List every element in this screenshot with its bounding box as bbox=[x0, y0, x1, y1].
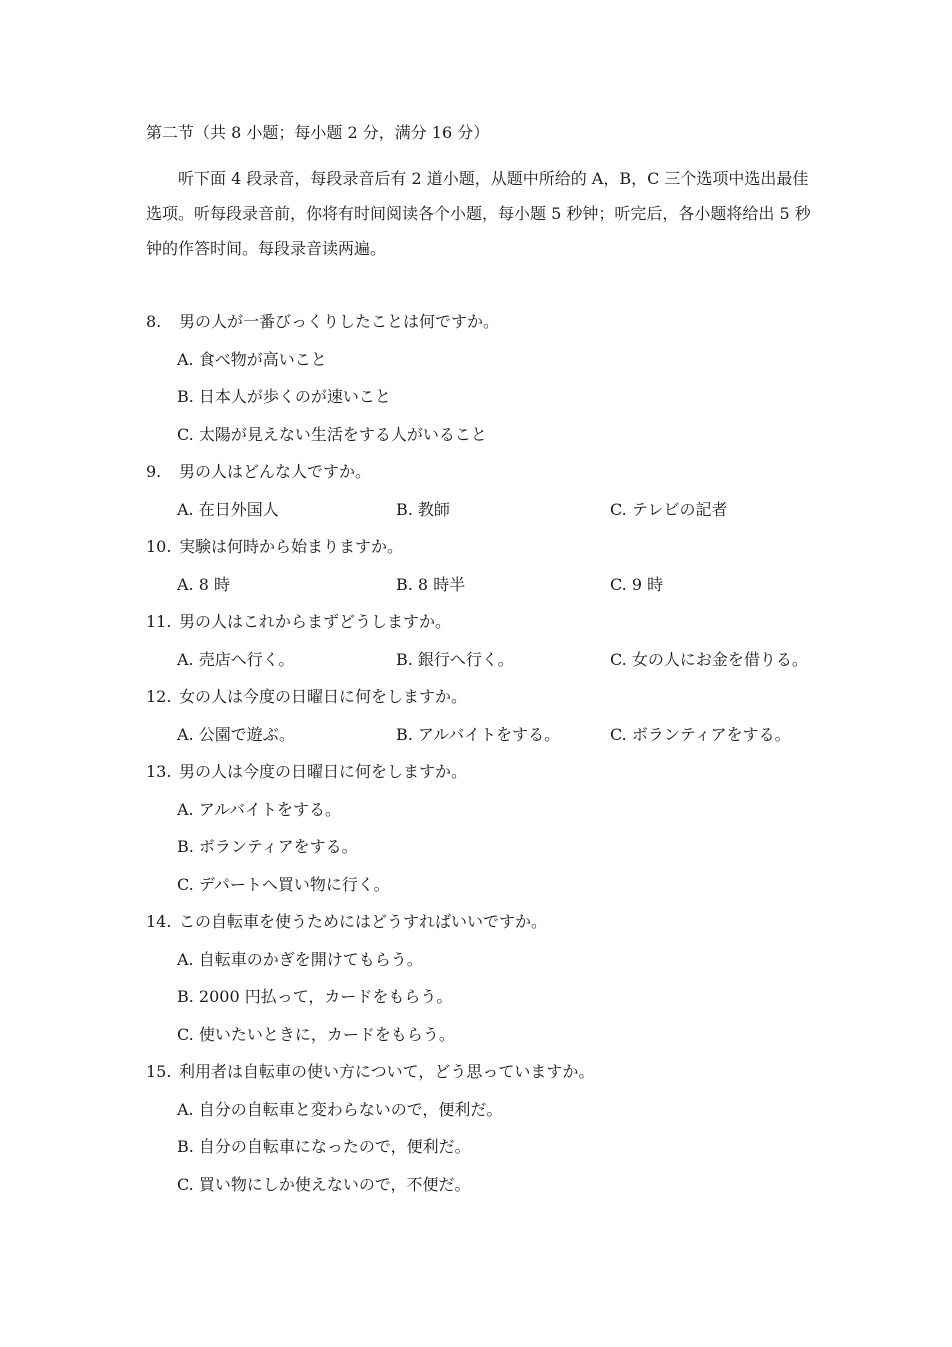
question-number: 13. bbox=[146, 762, 172, 781]
option-b: B. 2000 円払って，カードをもらう。 bbox=[177, 987, 453, 1006]
option-b: B. 8 時半 bbox=[396, 574, 466, 594]
option-a: A. 自分の自転車と変わらないので，便利だ。 bbox=[177, 1099, 503, 1119]
option-a: A. 公園で遊ぶ。 bbox=[177, 724, 296, 744]
option-c: C. ボランティアをする。 bbox=[610, 724, 791, 744]
question-9 bbox=[146, 453, 836, 491]
option-b: B. 自分の自転車になったので，便利だ。 bbox=[177, 1137, 471, 1156]
option-a: A. アルバイトをする。 bbox=[177, 799, 341, 819]
question-number: 14. bbox=[146, 912, 172, 931]
question-number: 12. bbox=[146, 687, 172, 706]
section-title: 第二节（共 8 小题；每小题 2 分，满分 16 分） bbox=[146, 123, 490, 142]
question-text: 利用者は自転車の使い方について，どう思っていますか。 bbox=[179, 1062, 595, 1081]
question-10 bbox=[146, 528, 836, 566]
option-a: A. 売店へ行く。 bbox=[177, 649, 295, 669]
option-a: A. 在日外国人 bbox=[177, 499, 279, 519]
question-text: 男の人はどんな人ですか。 bbox=[179, 462, 372, 481]
question-number: 15. bbox=[146, 1062, 172, 1081]
option-row bbox=[146, 491, 836, 529]
option-c: C. 使いたいときに，カードをもらう。 bbox=[177, 1024, 455, 1044]
option-row bbox=[146, 716, 836, 754]
question-11 bbox=[146, 603, 836, 641]
option-a: A. 8 時 bbox=[177, 574, 230, 594]
option-b: B. アルバイトをする。 bbox=[396, 724, 561, 744]
question-number: 11. bbox=[146, 612, 172, 631]
section-instructions bbox=[146, 161, 814, 266]
option-b: B. 日本人が歩くのが速いこと bbox=[177, 387, 391, 406]
option-c: C. 太陽が見えない生活をする人がいること bbox=[177, 424, 487, 444]
option-a: A. 自転車のかぎを開けてもらう。 bbox=[177, 949, 423, 969]
question-number: 8. bbox=[146, 312, 162, 331]
question-15 bbox=[146, 1053, 836, 1091]
question-list bbox=[146, 303, 836, 1203]
option-b: B. 銀行へ行く。 bbox=[396, 649, 514, 669]
option-c: C. 9 時 bbox=[610, 574, 664, 594]
option-c: C. 買い物にしか使えないので，不便だ。 bbox=[177, 1174, 471, 1194]
question-12 bbox=[146, 678, 836, 716]
question-text: この自転車を使うためにはどうすればいいですか。 bbox=[179, 912, 548, 931]
option-c: C. 女の人にお金を借りる。 bbox=[610, 649, 808, 669]
question-number: 10. bbox=[146, 537, 172, 556]
question-text: 女の人は今度の日曜日に何をしますか。 bbox=[179, 687, 468, 706]
option-c: C. テレビの記者 bbox=[610, 499, 728, 519]
option-row bbox=[146, 566, 836, 604]
option-c: C. デパートへ買い物に行く。 bbox=[177, 874, 390, 894]
question-text: 実験は何時から始まりますか。 bbox=[179, 537, 404, 556]
option-a: A. 食べ物が高いこと bbox=[177, 349, 327, 369]
option-b: B. 教師 bbox=[396, 499, 450, 519]
question-text: 男の人が一番びっくりしたことは何ですか。 bbox=[179, 312, 500, 331]
question-14 bbox=[146, 903, 836, 941]
instructions-text: 听下面 4 段录音，每段录音后有 2 道小题，从题中所给的 A，B，C 三个选项中选出最佳选项。听每段录音前，你将有时间阅读各个小题，每小题 5 秒钟；听完后，各小题将给出 5 秒钟的作答时间。每段录音读两遍。 bbox=[146, 169, 811, 258]
question-text: 男の人はこれからまずどうしますか。 bbox=[179, 612, 452, 631]
question-13 bbox=[146, 753, 836, 791]
question-number: 9. bbox=[146, 462, 162, 481]
option-row bbox=[146, 641, 836, 679]
question-text: 男の人は今度の日曜日に何をしますか。 bbox=[179, 762, 468, 781]
question-8 bbox=[146, 303, 836, 341]
option-b: B. ボランティアをする。 bbox=[177, 837, 358, 856]
